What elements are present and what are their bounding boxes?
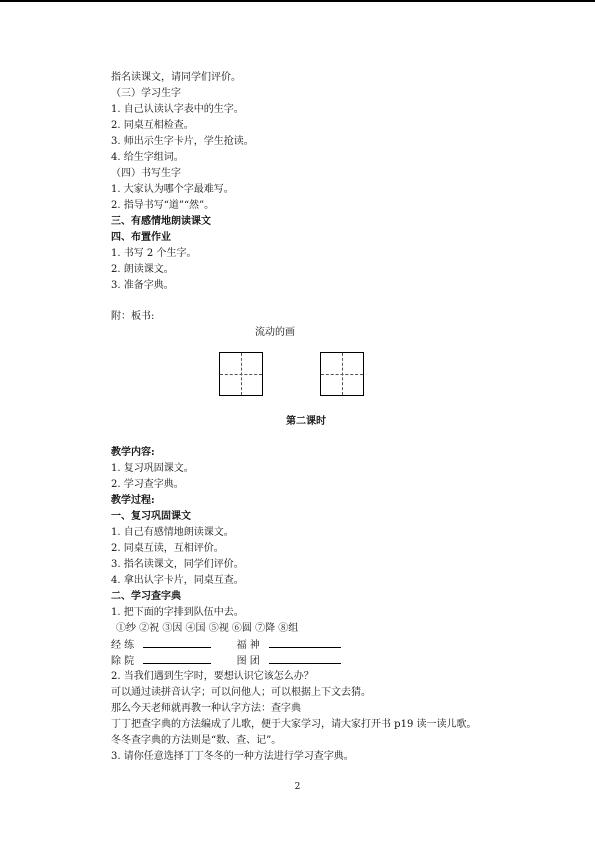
section-heading: 一、复习巩固课文 <box>111 511 191 522</box>
tianzige-box <box>219 352 263 396</box>
text-line: 指名读课文，请同学们评价。 <box>111 72 241 83</box>
section-heading: 二、学习查字典 <box>111 591 181 602</box>
text-line: 丁丁把查字典的方法编成了儿歌，便于大家学习，请大家打开书 p19 读一读儿歌。 <box>111 719 477 730</box>
text-line: 那么今天老师就再教一种认字方法：查字典 <box>111 703 301 714</box>
list-item: 2. 同桌互相检查。 <box>111 120 194 131</box>
list-item: 2. 朗读课文。 <box>111 264 174 275</box>
word-label: 经 练 <box>111 640 135 651</box>
text-line: 可以通过读拼音认字；可以问他人；可以根据上下文去猜。 <box>111 687 371 698</box>
list-item: 2. 学习查字典。 <box>111 479 184 490</box>
section-heading: 教学内容: <box>111 447 155 458</box>
list-item: 3. 请你任意选择丁丁冬冬的一种方法进行学习查字典。 <box>111 751 354 762</box>
answer-blank[interactable] <box>143 637 211 648</box>
list-item: 1. 自己有感情地朗读课文。 <box>111 527 234 538</box>
answer-blank[interactable] <box>143 653 211 664</box>
word-pair-row <box>111 653 511 669</box>
section-heading: 四、布置作业 <box>111 232 171 243</box>
text-line: 冬冬查字典的方法则是“数、查、记”。 <box>111 735 282 746</box>
tianzige-boxes <box>219 352 365 396</box>
list-item: 3. 准备字典。 <box>111 280 174 291</box>
word-label: 福 神 <box>236 640 260 651</box>
list-item: 4. 拿出认字卡片，同桌互查。 <box>111 575 244 586</box>
lesson2-content <box>111 445 511 765</box>
answer-blank[interactable] <box>269 653 341 664</box>
list-item: 1. 大家认为哪个字最难写。 <box>111 184 234 195</box>
list-item: 1. 复习巩固课文。 <box>111 463 194 474</box>
char-options: ①纱 ②祝 ③因 ④国 ⑤视 ⑥圆 ⑦降 ⑧组 <box>116 623 299 634</box>
word-pair-row <box>111 637 511 653</box>
word-label: 除 院 <box>111 656 135 667</box>
list-item: 2. 指导书写“道”“然”。 <box>111 200 215 211</box>
subsection-heading: （三）学习生字 <box>111 88 181 99</box>
list-item: 1. 书写 2 个生字。 <box>111 248 197 259</box>
answer-blank[interactable] <box>269 637 341 648</box>
lesson2-title-wrap <box>111 414 511 430</box>
section-heading: 教学过程: <box>111 495 155 506</box>
list-item: 2. 同桌互读，互相评价。 <box>111 543 224 554</box>
tianzige-box <box>320 352 364 396</box>
page-number: 2 <box>294 782 301 792</box>
lesson2-title: 第二课时 <box>286 416 326 427</box>
board-title: 流动的画 <box>255 327 295 338</box>
spacer <box>111 294 511 309</box>
subsection-heading: （四）书写生字 <box>111 168 181 179</box>
section-heading: 三、有感情地朗读课文 <box>111 216 211 227</box>
page-content <box>111 70 511 341</box>
list-item: 3. 师出示生字卡片，学生抢读。 <box>111 136 254 147</box>
list-item: 2. 当我们遇到生字时，要想认识它该怎么办？ <box>111 671 314 682</box>
top-rule <box>0 0 595 2</box>
list-item: 3. 指名读课文，同学们评价。 <box>111 559 244 570</box>
list-item: 4. 给生字组词。 <box>111 152 184 163</box>
word-label: 图 团 <box>236 656 260 667</box>
board-label: 附：板书: <box>111 311 155 322</box>
list-item: 1. 自己认读认字表中的生字。 <box>111 104 244 115</box>
list-item: 1. 把下面的字排到队伍中去。 <box>111 607 244 618</box>
